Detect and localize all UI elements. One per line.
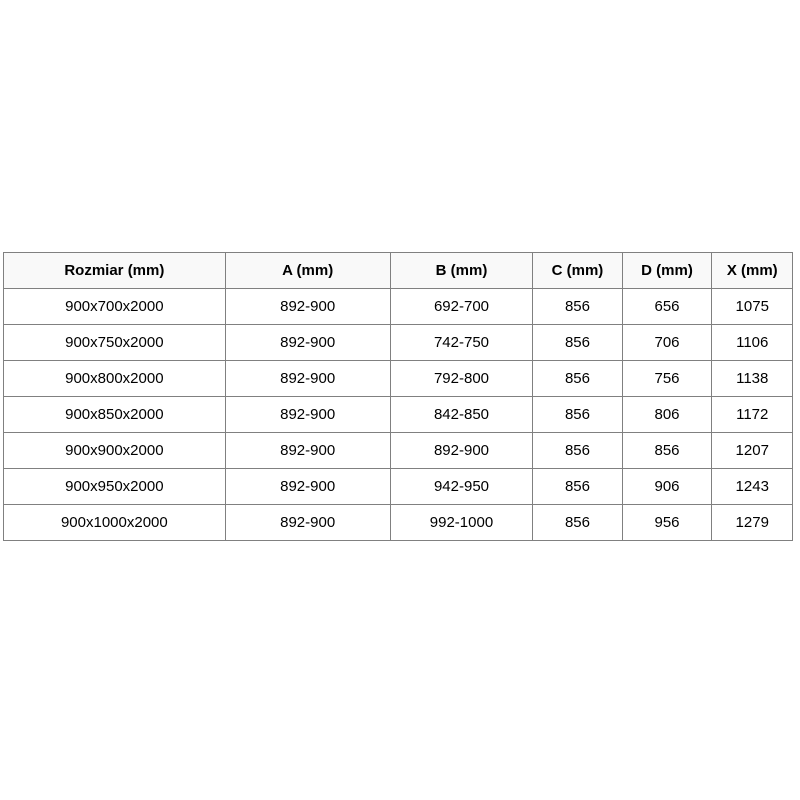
table-row <box>4 289 793 325</box>
table-cell: 842-850 <box>390 397 533 433</box>
table-cell: 856 <box>533 433 622 469</box>
table-cell: 906 <box>622 469 712 505</box>
table-cell: 856 <box>533 505 622 541</box>
table-cell: 1106 <box>712 325 793 361</box>
col-header-d: D (mm) <box>622 253 712 289</box>
dimensions-table-container <box>3 252 793 541</box>
table-cell: 1243 <box>712 469 793 505</box>
table-cell: 956 <box>622 505 712 541</box>
table-cell: 1138 <box>712 361 793 397</box>
table-cell: 992-1000 <box>390 505 533 541</box>
table-cell: 856 <box>533 325 622 361</box>
table-cell: 892-900 <box>225 505 390 541</box>
table-row <box>4 469 793 505</box>
col-header-x: X (mm) <box>712 253 793 289</box>
table-cell: 692-700 <box>390 289 533 325</box>
table-cell: 856 <box>533 361 622 397</box>
table-cell: 942-950 <box>390 469 533 505</box>
table-cell: 856 <box>533 289 622 325</box>
table-row <box>4 397 793 433</box>
table-cell: 892-900 <box>225 289 390 325</box>
col-header-c: C (mm) <box>533 253 622 289</box>
table-row <box>4 325 793 361</box>
dimensions-table <box>3 252 793 541</box>
table-cell: 900x1000x2000 <box>4 505 226 541</box>
table-row <box>4 433 793 469</box>
table-cell: 892-900 <box>390 433 533 469</box>
col-header-b: B (mm) <box>390 253 533 289</box>
table-row <box>4 361 793 397</box>
table-cell: 900x950x2000 <box>4 469 226 505</box>
table-cell: 756 <box>622 361 712 397</box>
table-cell: 900x700x2000 <box>4 289 226 325</box>
table-cell: 656 <box>622 289 712 325</box>
table-cell: 742-750 <box>390 325 533 361</box>
header-row <box>4 253 793 289</box>
table-cell: 792-800 <box>390 361 533 397</box>
table-cell: 900x900x2000 <box>4 433 226 469</box>
table-cell: 900x800x2000 <box>4 361 226 397</box>
table-cell: 892-900 <box>225 325 390 361</box>
col-header-a: A (mm) <box>225 253 390 289</box>
table-cell: 900x750x2000 <box>4 325 226 361</box>
table-cell: 1075 <box>712 289 793 325</box>
table-cell: 806 <box>622 397 712 433</box>
table-row <box>4 505 793 541</box>
table-cell: 892-900 <box>225 361 390 397</box>
table-body <box>4 289 793 541</box>
table-cell: 892-900 <box>225 433 390 469</box>
table-cell: 706 <box>622 325 712 361</box>
col-header-rozmiar: Rozmiar (mm) <box>4 253 226 289</box>
table-cell: 892-900 <box>225 397 390 433</box>
table-cell: 856 <box>622 433 712 469</box>
table-cell: 856 <box>533 469 622 505</box>
table-cell: 900x850x2000 <box>4 397 226 433</box>
table-cell: 1279 <box>712 505 793 541</box>
table-cell: 892-900 <box>225 469 390 505</box>
table-cell: 1207 <box>712 433 793 469</box>
table-cell: 1172 <box>712 397 793 433</box>
table-cell: 856 <box>533 397 622 433</box>
